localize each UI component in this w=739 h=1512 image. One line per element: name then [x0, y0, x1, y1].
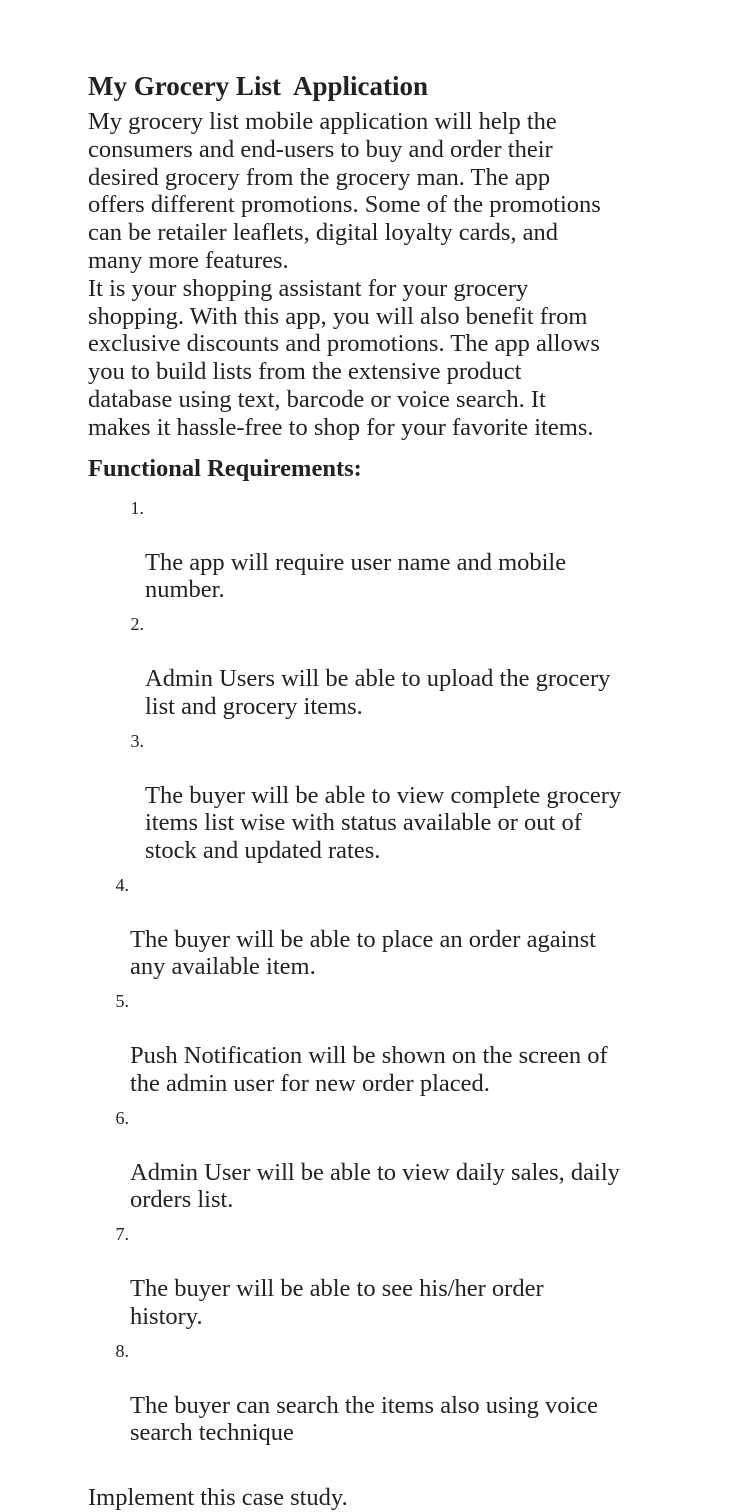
- document-page: [88, 68, 688, 1512]
- document-title: My Grocery List Application: [88, 71, 428, 101]
- requirements-list: [88, 494, 688, 1447]
- requirement-text: Admin User will be able to view daily sales, daily orders list.: [130, 1158, 620, 1214]
- requirement-item: [88, 610, 688, 720]
- requirement-text: Admin Users will be able to upload the grocery list and grocery items.: [145, 665, 611, 720]
- requirement-text: The app will require user name and mobile number.: [145, 548, 567, 604]
- intro-paragraph: My grocery list mobile application will help the consumers and end-users to buy and order their desired grocery from the grocery man. The app offers different promotions. Some of the promotions can be retailer leaflets, digital loyalty cards, and many more features.: [88, 108, 601, 274]
- requirement-text: The buyer will be able to view complete grocery items list wise with status available or out of stock and updated rates.: [145, 781, 622, 864]
- closing-instruction: Implement this case study.: [88, 1483, 348, 1511]
- requirement-number: 5.: [115, 991, 129, 1012]
- requirement-item: [88, 987, 688, 1097]
- requirement-number: 6.: [115, 1107, 129, 1128]
- requirements-heading: Functional Requirements:: [88, 454, 362, 482]
- requirement-number: 1.: [130, 497, 144, 518]
- requirement-text: Push Notification will be shown on the screen of the admin user for new order placed.: [130, 1042, 608, 1097]
- requirement-number: 4.: [115, 874, 129, 895]
- requirement-item: [88, 727, 688, 865]
- requirement-item: [88, 871, 688, 981]
- requirement-text: The buyer will be able to see his/her order history.: [130, 1275, 544, 1330]
- requirement-item: [88, 1104, 688, 1214]
- requirement-item: [88, 1220, 688, 1330]
- requirement-item: [88, 494, 688, 604]
- description-paragraph: It is your shopping assistant for your grocery shopping. With this app, you will also benefit from exclusive discounts and promotions. The app allows you to build lists from the extensive product database using text, barcode or voice search. It makes it hassle-free to shop for your favorite items.: [88, 274, 600, 441]
- requirement-number: 3.: [130, 730, 144, 751]
- requirement-item: [88, 1337, 688, 1447]
- requirement-number: 2.: [130, 614, 144, 635]
- requirement-text: The buyer will be able to place an order against any available item.: [130, 925, 596, 981]
- requirement-text: The buyer can search the items also using voice search technique: [130, 1391, 599, 1447]
- requirement-number: 7.: [115, 1224, 129, 1245]
- requirement-number: 8.: [115, 1340, 129, 1361]
